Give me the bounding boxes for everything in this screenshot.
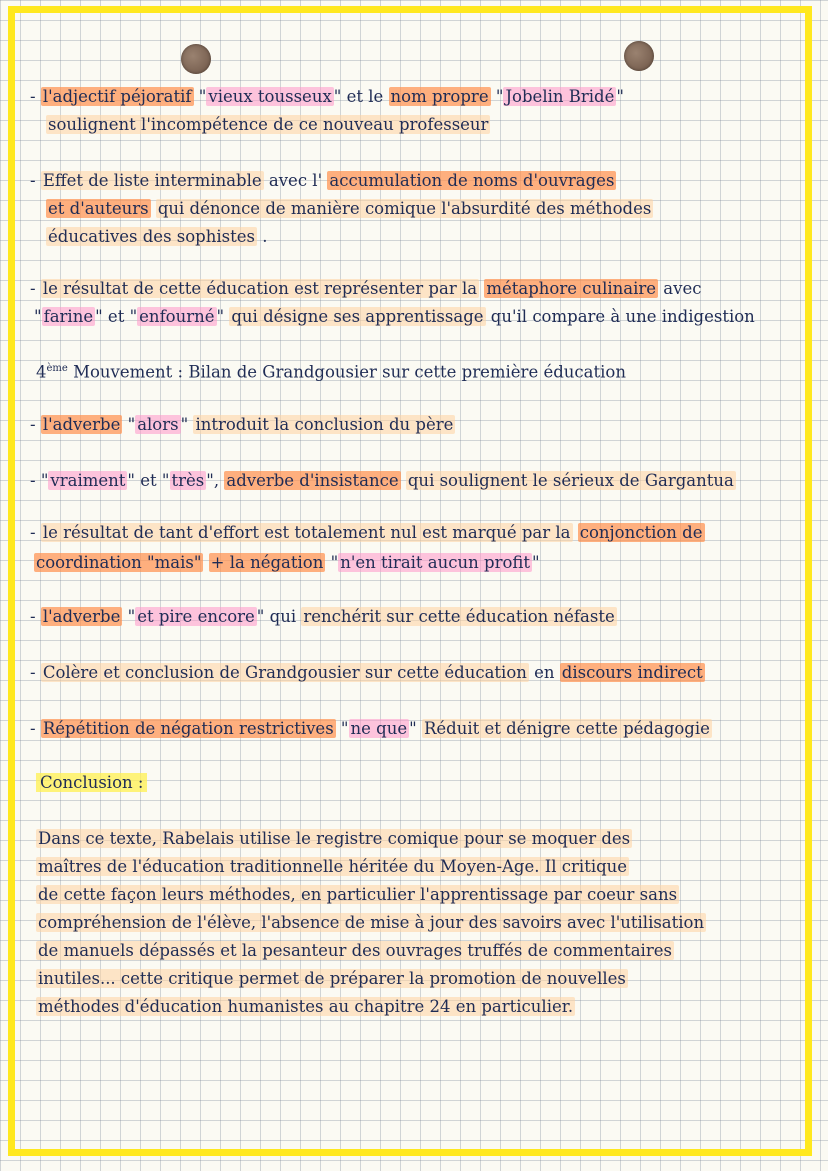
note-line (36, 856, 826, 878)
highlight-orange: accumulation de noms d'ouvrages (329, 171, 615, 190)
text-segment: - (30, 415, 41, 434)
highlight-light: Effet de liste interminable (42, 171, 262, 190)
highlight-pink: vraiment (50, 471, 126, 490)
text-segment: - (30, 171, 41, 190)
note-line (36, 912, 826, 934)
text-segment: " qui (256, 607, 302, 626)
note-line (46, 114, 828, 136)
highlight-orange: Répétition de négation restrictives (42, 719, 334, 738)
text-segment: - (30, 87, 41, 106)
text-segment: " (180, 415, 194, 434)
text-segment: - (30, 719, 41, 738)
highlight-light: compréhension de l'élève, l'absence de mise à jour des savoirs avec l'utilisation (38, 913, 705, 932)
highlight-orange: conjonction de (579, 523, 703, 542)
highlight-orange: l'adverbe (42, 607, 121, 626)
highlight-orange: nom propre (390, 87, 489, 106)
highlight-pink: alors (137, 415, 179, 434)
text-segment: - (30, 523, 41, 542)
text-segment: - " (30, 471, 49, 490)
text-segment: " (409, 719, 422, 738)
highlight-light: inutiles... cette critique permet de préparer la promotion de nouvelles (38, 969, 626, 988)
text-segment: avec l' (263, 171, 328, 190)
highlight-orange: métaphore culinaire (486, 279, 657, 298)
highlight-orange: adverbe d'insistance (226, 471, 399, 490)
highlight-yellow: Conclusion : (36, 773, 147, 792)
highlight-orange: et d'auteurs (48, 199, 149, 218)
highlight-pink: très (171, 471, 205, 490)
highlight-light: soulignent l'incompétence de ce nouveau professeur (48, 115, 489, 134)
text-segment: ème (46, 363, 68, 374)
text-segment: - (30, 607, 41, 626)
text-segment: 4 (36, 362, 47, 382)
text-segment (203, 553, 208, 572)
text-segment: . (256, 227, 268, 246)
highlight-pink: enfourné (139, 307, 215, 326)
highlight-light: Réduit et dénigre cette pédagogie (423, 719, 710, 738)
note-line (30, 470, 820, 492)
text-segment: avec (658, 279, 702, 298)
highlight-light: maîtres de l'éducation traditionnelle héritée du Moyen-Age. Il critique (38, 857, 628, 876)
text-segment: " et " (95, 307, 138, 326)
text-segment: - (30, 663, 41, 682)
note-line (30, 414, 820, 436)
note-line (36, 884, 826, 906)
highlight-pink: n'en tirait aucun profit (340, 553, 531, 572)
note-line (36, 828, 826, 850)
text-segment: " (532, 553, 540, 572)
note-line (36, 940, 826, 962)
highlight-light: qui dénonce de manière comique l'absurdité des méthodes (157, 199, 652, 218)
note-line (36, 772, 826, 794)
note-line (30, 662, 820, 684)
text-segment: - (30, 279, 41, 298)
text-segment: Mouvement : Bilan de Grandgousier sur cette première éducation (67, 362, 626, 382)
text-segment: " (325, 553, 339, 572)
highlight-orange: l'adjectif péjoratif (42, 87, 192, 106)
highlight-light: de cette façon leurs méthodes, en particulier l'apprentissage par coeur sans (38, 885, 678, 904)
highlight-light: introduit la conclusion du père (195, 415, 454, 434)
text-segment: " (34, 307, 42, 326)
highlight-light: Dans ce texte, Rabelais utilise le registre comique pour se moquer des (38, 829, 631, 848)
highlight-orange: coordination "mais" (36, 553, 202, 572)
highlight-light: le résultat de cette éducation est représenter par la (42, 279, 478, 298)
note-line (30, 170, 820, 192)
note-line (30, 718, 820, 740)
highlight-pink: et pire encore (137, 607, 255, 626)
text-segment: " et " (127, 471, 170, 490)
text-segment: qu'il compare à une indigestion (485, 307, 755, 326)
note-line (34, 552, 824, 574)
highlight-pink: Jobelin Bridé (505, 87, 615, 106)
highlight-orange: + la négation (210, 553, 324, 572)
note-line (30, 522, 820, 544)
note-line (36, 968, 826, 990)
note-line (46, 198, 828, 220)
highlight-light: qui soulignent le sérieux de Gargantua (407, 471, 734, 490)
text-segment: " (616, 87, 624, 106)
highlight-light: renchérit sur cette éducation néfaste (303, 607, 615, 626)
note-line (30, 278, 820, 300)
punch-hole-right (624, 41, 654, 71)
text-segment: " (490, 87, 504, 106)
note-line (36, 996, 826, 1018)
highlight-orange: l'adverbe (42, 415, 121, 434)
highlight-pink: farine (43, 307, 94, 326)
note-line (30, 86, 820, 108)
note-line (34, 306, 824, 328)
highlight-light: le résultat de tant d'effort est totalement nul est marqué par la (42, 523, 571, 542)
text-segment: " (122, 415, 136, 434)
highlight-light: qui désigne ses apprentissage (231, 307, 484, 326)
note-line (36, 358, 826, 384)
highlight-orange: discours indirect (561, 663, 703, 682)
note-line (30, 606, 820, 628)
text-segment: " (193, 87, 207, 106)
text-segment: en (528, 663, 560, 682)
highlight-pink: vieux tousseux (208, 87, 332, 106)
highlight-pink: ne que (350, 719, 408, 738)
text-segment: " et le (333, 87, 389, 106)
text-segment: " (216, 307, 230, 326)
text-segment (573, 523, 578, 542)
highlight-light: méthodes d'éducation humanistes au chapitre 24 en particulier. (38, 997, 574, 1016)
punch-hole-left (181, 44, 211, 74)
text-segment: " (335, 719, 349, 738)
text-segment: " (122, 607, 136, 626)
highlight-light: de manuels dépassés et la pesanteur des ouvrages truffés de commentaires (38, 941, 672, 960)
highlight-light: Colère et conclusion de Grandgousier sur cette éducation (42, 663, 527, 682)
highlight-light: éducatives des sophistes (48, 227, 255, 246)
text-segment: ", (206, 471, 225, 490)
note-line (46, 226, 828, 248)
